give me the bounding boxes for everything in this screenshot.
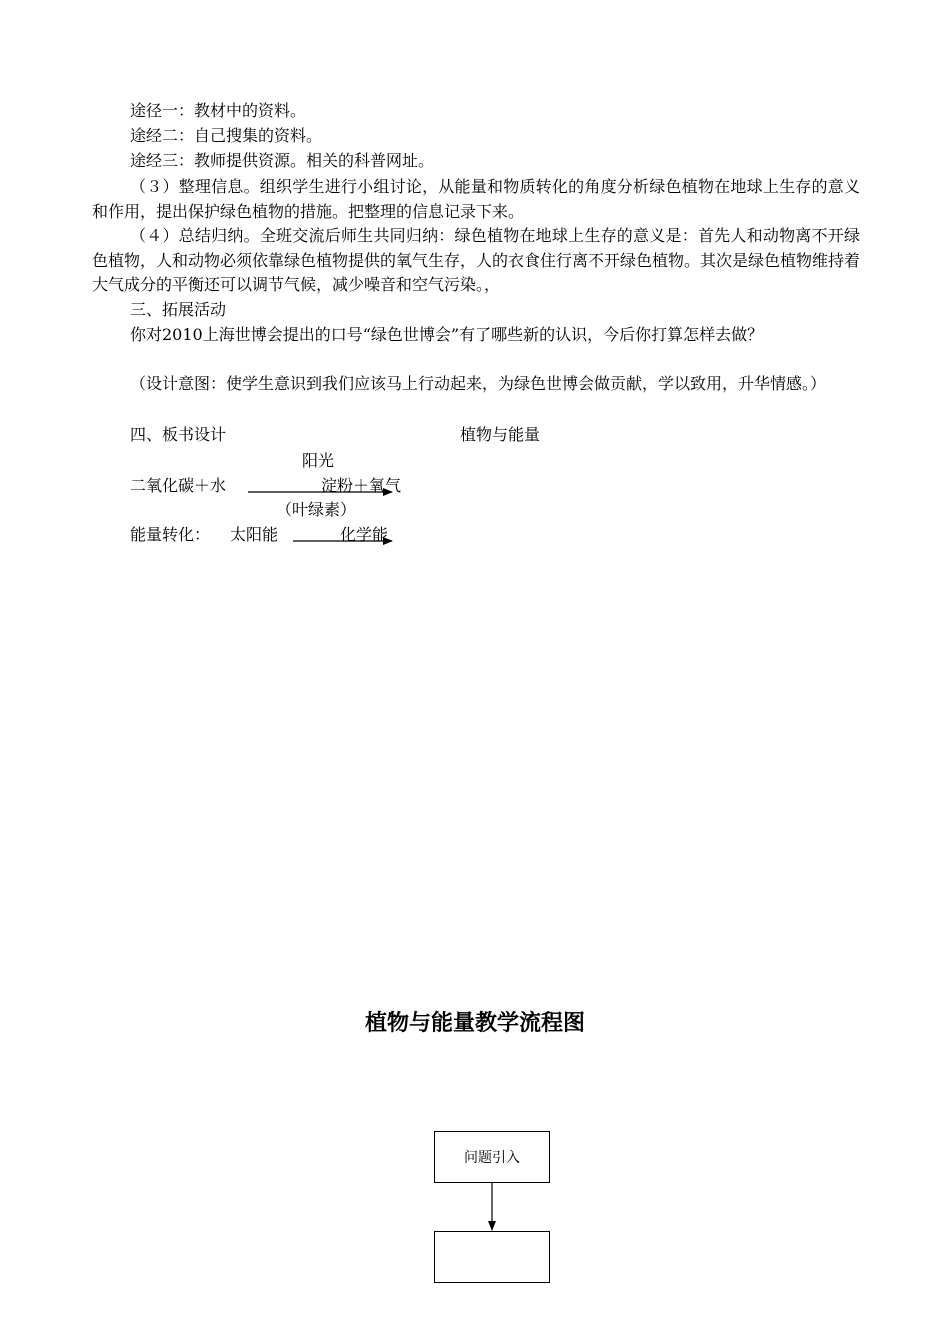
design-intent-paragraph: （设计意图：使学生意识到我们应该马上行动起来，为绿色世博会做贡献，学以致用，升华情感。） (130, 374, 827, 393)
step-4-paragraph: （４）总结归纳。全班交流后师生共同归纳：绿色植物在地球上生存的意义是：首先人和动物离不开绿色植物，人和动物必须依靠绿色植物提供的氧气生存，人的衣食住行离不开绿色植物。其次是绿色植物维持着大气成分的平衡还可以调节气候，减少噪音和空气污染。， (92, 226, 861, 294)
products: 淀粉＋氧气 (321, 476, 402, 495)
way-1: 途径一：教材中的资料。 (130, 101, 307, 120)
energy-to: 化学能 (340, 525, 389, 544)
condition-chlorophyll: （叶绿素） (276, 500, 357, 519)
step-3-paragraph: （３）整理信息。组织学生进行小组讨论，从能量和物质转化的角度分析绿色植物在地球上生存的意义和作用，提出保护绿色植物的措施。把整理的信息记录下来。 (92, 177, 860, 221)
condition-sunlight: 阳光 (302, 451, 335, 470)
flow-box-label: 问题引入 (464, 1150, 520, 1166)
flow-box-empty (434, 1231, 550, 1283)
reactants: 二氧化碳＋水 (130, 476, 227, 495)
energy-from: 太阳能 (230, 525, 279, 544)
board-title: 植物与能量 (460, 425, 541, 444)
way-3: 途经三：教师提供资源。相关的科普网址。 (130, 151, 435, 170)
question-paragraph: 你对2010上海世博会提出的口号“绿色世博会”有了哪些新的认识，今后你打算怎样去做？ (130, 325, 764, 344)
energy-label: 能量转化： (130, 525, 211, 544)
section-3-heading: 三、拓展活动 (130, 300, 227, 319)
flowchart-title: 植物与能量教学流程图 (364, 1011, 585, 1036)
flow-box-problem-intro (434, 1131, 550, 1183)
way-2: 途经二：自己搜集的资料。 (130, 126, 323, 145)
section-4-heading: 四、板书设计 (130, 425, 227, 444)
